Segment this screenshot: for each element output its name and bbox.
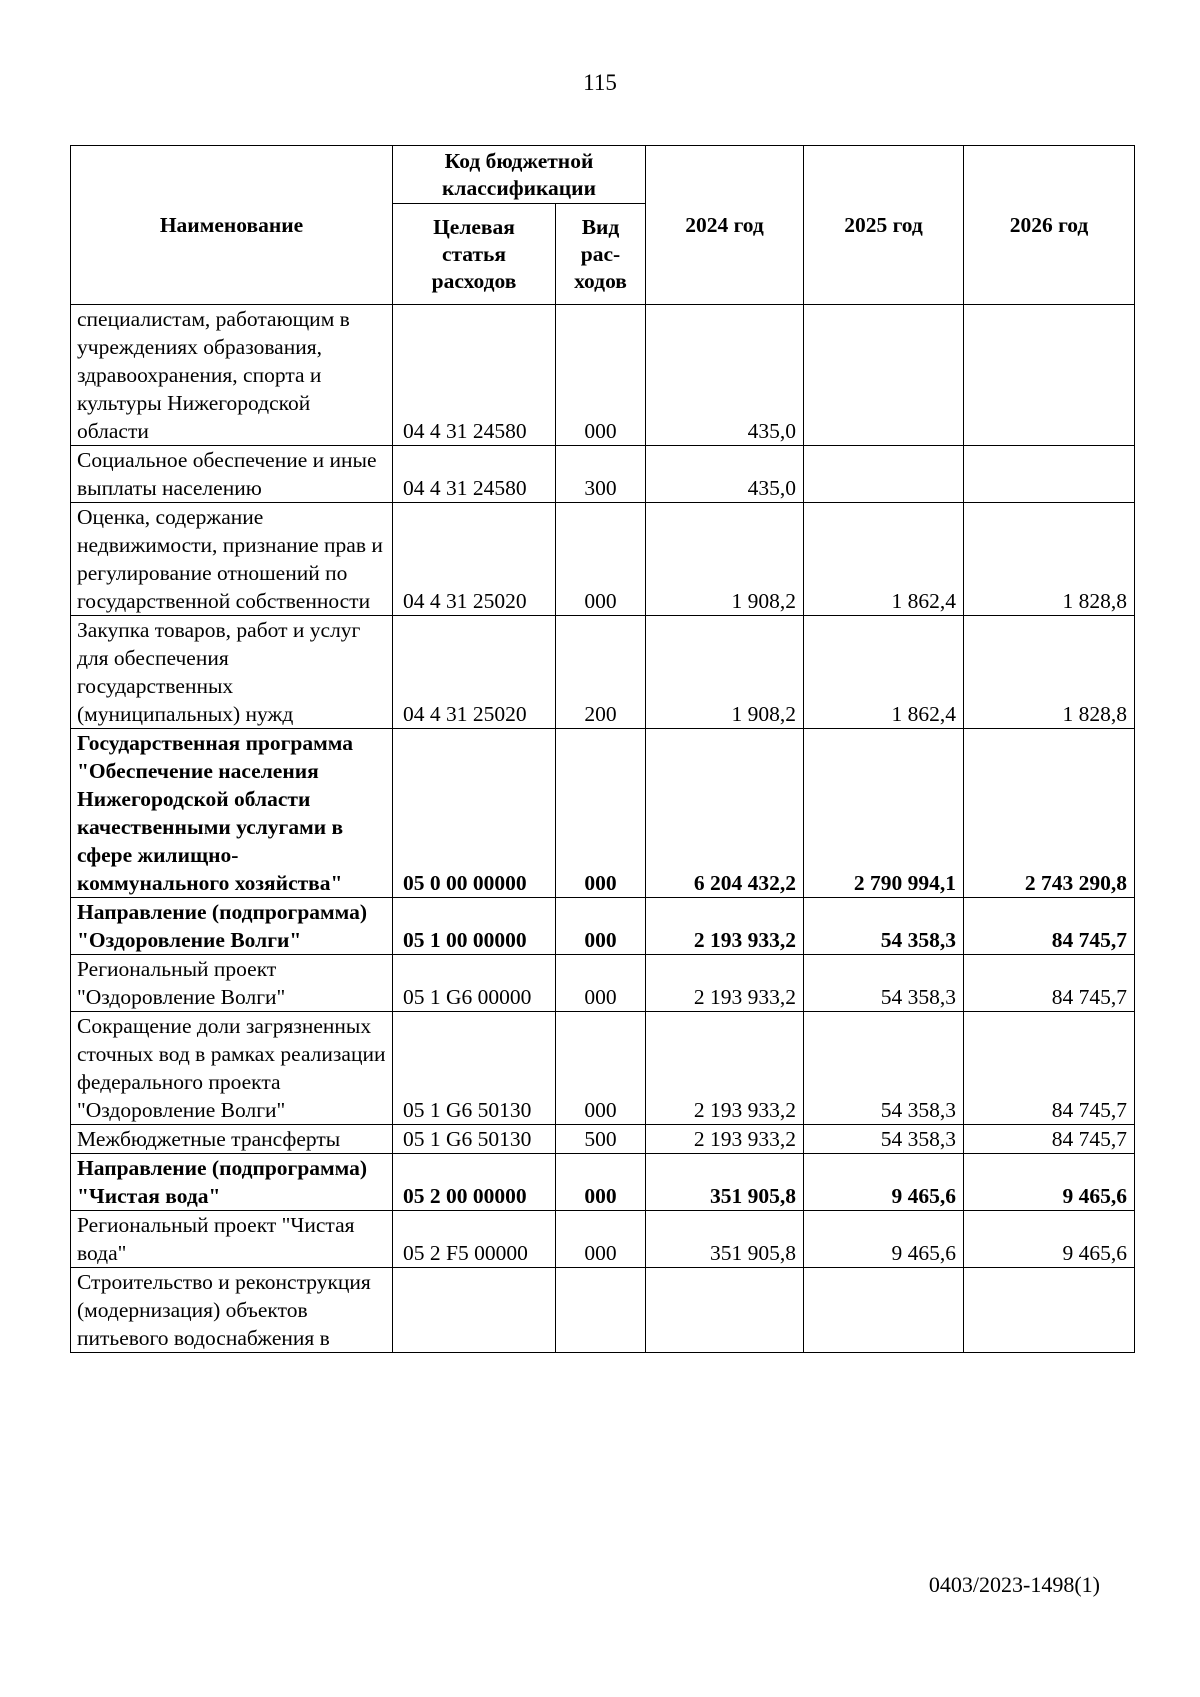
amount-2025-cell [804, 446, 964, 503]
header-expense-kind: Вид рас-ходов [556, 204, 646, 305]
expense-kind-cell: 000 [556, 898, 646, 955]
target-article-cell: 05 1 00 00000 [393, 898, 556, 955]
table-row [71, 898, 1135, 955]
table-row [71, 1211, 1135, 1268]
expense-kind-cell [556, 1268, 646, 1353]
amount-2024-cell: 2 193 933,2 [646, 1012, 804, 1125]
row-name-cell: Социальное обеспечение и иные выплаты населению [71, 446, 393, 503]
amount-2026-cell: 84 745,7 [964, 1012, 1135, 1125]
amount-2025-cell: 1 862,4 [804, 503, 964, 616]
document-code: 0403/2023-1498(1) [928, 1572, 1100, 1597]
amount-2026-cell: 9 465,6 [964, 1154, 1135, 1211]
target-article-cell: 05 2 F5 00000 [393, 1211, 556, 1268]
table-row [71, 729, 1135, 898]
row-name-cell: Сокращение доли загрязненных сточных вод в рамках реализации федерального проекта "Оздоровление Волги" [71, 1012, 393, 1125]
row-name-cell: Государственная программа "Обеспечение населения Нижегородской области качественными услугами в сфере жилищно-коммунального хозяйства" [71, 729, 393, 898]
expense-kind-cell: 200 [556, 616, 646, 729]
row-name-cell: Межбюджетные трансферты [71, 1125, 393, 1154]
amount-2025-cell [804, 305, 964, 446]
target-article-cell: 05 2 00 00000 [393, 1154, 556, 1211]
amount-2024-cell: 435,0 [646, 305, 804, 446]
amount-2026-cell: 84 745,7 [964, 1125, 1135, 1154]
amount-2026-cell: 1 828,8 [964, 503, 1135, 616]
target-article-cell: 05 1 G6 50130 [393, 1125, 556, 1154]
table-row [71, 616, 1135, 729]
expense-kind-cell: 000 [556, 1154, 646, 1211]
amount-2024-cell: 1 908,2 [646, 503, 804, 616]
table-row [71, 1268, 1135, 1353]
amount-2025-cell: 9 465,6 [804, 1211, 964, 1268]
expense-kind-cell: 000 [556, 1211, 646, 1268]
row-name-cell: Направление (подпрограмма) "Чистая вода" [71, 1154, 393, 1211]
header-target-article: Целевая статья расходов [393, 204, 556, 305]
amount-2024-cell: 1 908,2 [646, 616, 804, 729]
amount-2025-cell: 2 790 994,1 [804, 729, 964, 898]
amount-2026-cell: 84 745,7 [964, 955, 1135, 1012]
header-code-group: Код бюджетной классификации [393, 146, 646, 204]
amount-2025-cell: 54 358,3 [804, 1012, 964, 1125]
amount-2024-cell: 2 193 933,2 [646, 898, 804, 955]
amount-2025-cell: 9 465,6 [804, 1154, 964, 1211]
row-name-cell: специалистам, работающим в учреждениях образования, здравоохранения, спорта и культуры Нижегородской области [71, 305, 393, 446]
expense-kind-cell: 000 [556, 1012, 646, 1125]
amount-2026-cell [964, 305, 1135, 446]
table-header [71, 146, 1135, 305]
page-number: 115 [583, 70, 617, 95]
expense-kind-cell: 000 [556, 503, 646, 616]
amount-2025-cell: 1 862,4 [804, 616, 964, 729]
target-article-cell: 04 4 31 25020 [393, 616, 556, 729]
header-year-2026: 2026 год [964, 146, 1135, 305]
expense-kind-cell: 300 [556, 446, 646, 503]
header-year-2025: 2025 год [804, 146, 964, 305]
amount-2026-cell [964, 446, 1135, 503]
amount-2026-cell [964, 1268, 1135, 1353]
expense-kind-cell: 000 [556, 955, 646, 1012]
table-row [71, 305, 1135, 446]
row-name-cell: Региональный проект "Чистая вода" [71, 1211, 393, 1268]
expense-kind-cell: 000 [556, 305, 646, 446]
table-row [71, 503, 1135, 616]
row-name-cell: Оценка, содержание недвижимости, признание прав и регулирование отношений по государственной собственности [71, 503, 393, 616]
table-row [71, 1012, 1135, 1125]
target-article-cell: 05 0 00 00000 [393, 729, 556, 898]
row-name-cell: Направление (подпрограмма) "Оздоровление Волги" [71, 898, 393, 955]
amount-2025-cell [804, 1268, 964, 1353]
amount-2024-cell: 2 193 933,2 [646, 1125, 804, 1154]
amount-2026-cell: 1 828,8 [964, 616, 1135, 729]
amount-2026-cell: 9 465,6 [964, 1211, 1135, 1268]
budget-table [70, 145, 1135, 1353]
target-article-cell: 04 4 31 24580 [393, 446, 556, 503]
target-article-cell: 05 1 G6 50130 [393, 1012, 556, 1125]
amount-2026-cell: 2 743 290,8 [964, 729, 1135, 898]
expense-kind-cell: 000 [556, 729, 646, 898]
amount-2025-cell: 54 358,3 [804, 955, 964, 1012]
amount-2024-cell: 351 905,8 [646, 1154, 804, 1211]
table-row [71, 446, 1135, 503]
target-article-cell: 05 1 G6 00000 [393, 955, 556, 1012]
row-name-cell: Строительство и реконструкция (модернизация) объектов питьевого водоснабжения в [71, 1268, 393, 1353]
amount-2025-cell: 54 358,3 [804, 1125, 964, 1154]
table-body [71, 305, 1135, 1353]
amount-2024-cell [646, 1268, 804, 1353]
expense-kind-cell: 500 [556, 1125, 646, 1154]
table-row [71, 1154, 1135, 1211]
table-row [71, 1125, 1135, 1154]
table-row [71, 955, 1135, 1012]
header-name: Наименование [71, 146, 393, 305]
amount-2024-cell: 351 905,8 [646, 1211, 804, 1268]
target-article-cell: 04 4 31 24580 [393, 305, 556, 446]
target-article-cell: 04 4 31 25020 [393, 503, 556, 616]
amount-2026-cell: 84 745,7 [964, 898, 1135, 955]
row-name-cell: Закупка товаров, работ и услуг для обеспечения государственных (муниципальных) нужд [71, 616, 393, 729]
amount-2025-cell: 54 358,3 [804, 898, 964, 955]
row-name-cell: Региональный проект "Оздоровление Волги" [71, 955, 393, 1012]
amount-2024-cell: 435,0 [646, 446, 804, 503]
amount-2024-cell: 6 204 432,2 [646, 729, 804, 898]
target-article-cell [393, 1268, 556, 1353]
header-year-2024: 2024 год [646, 146, 804, 305]
amount-2024-cell: 2 193 933,2 [646, 955, 804, 1012]
